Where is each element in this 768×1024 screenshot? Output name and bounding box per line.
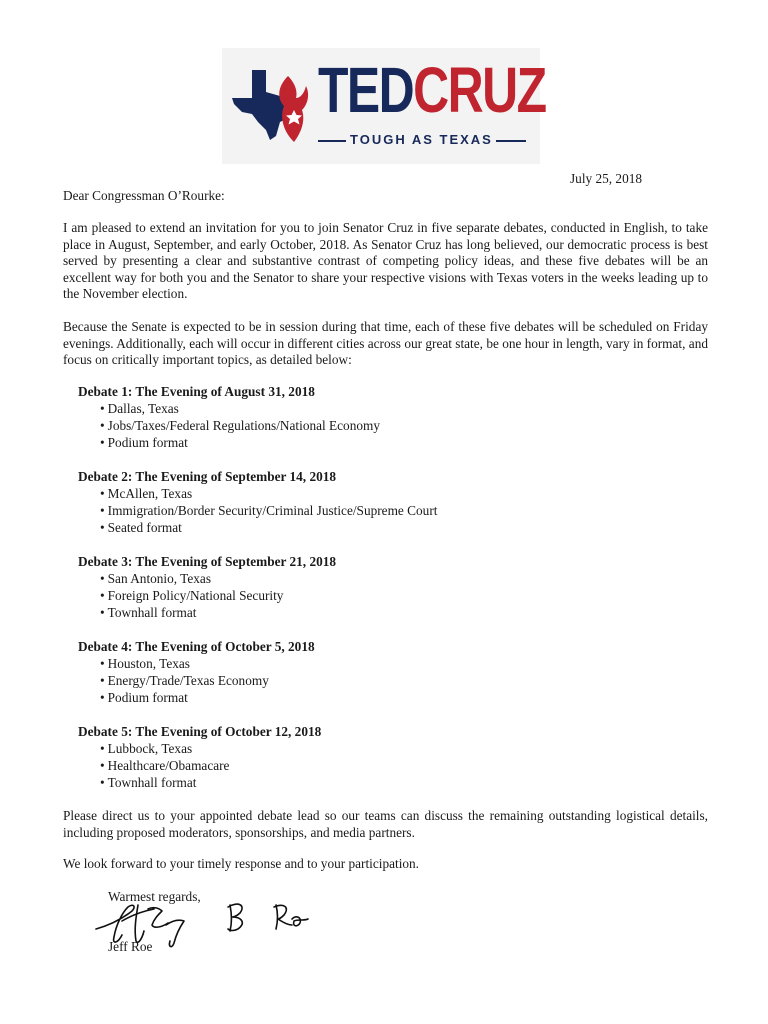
list-item: • Jobs/Taxes/Federal Regulations/National Economy	[100, 418, 380, 433]
tagline-rule-right	[496, 140, 526, 142]
list-item: • Foreign Policy/National Security	[100, 588, 284, 603]
list-item: • Podium format	[100, 690, 188, 705]
intro-paragraph: I am pleased to extend an invitation for you to join Senator Cruz in five separate debates, conducted in English, to take place in August, September, and early October, 2018. As Senator Cruz has long believed, our democratic process is best served by presenting a clear and substantive contrast of competing policy ideas, and these five debates will be an excellent way for both you and the Senator to share your respective visions with Texas voters in the weeks leading up to the November election.	[63, 220, 708, 302]
list-item: • Lubbock, Texas	[100, 741, 193, 756]
list-item: • Townhall format	[100, 775, 197, 790]
signer-name: Jeff Roe	[108, 939, 153, 954]
debate-4	[78, 638, 698, 706]
closing-paragraph: We look forward to your timely response and to your participation.	[63, 856, 420, 871]
closing-phrase: Warmest regards,	[108, 889, 201, 904]
logistics-paragraph: Please direct us to your appointed debate lead so our teams can discuss the remaining outstanding logistical details, including proposed moderators, sponsorships, and media partners.	[63, 808, 708, 840]
ted-cruz-logo	[222, 48, 546, 164]
debate-5	[78, 723, 698, 791]
logo-word-cruz: CRUZ	[413, 54, 546, 126]
tagline-rule-left	[318, 140, 346, 142]
debate-title: Debate 5: The Evening of October 12, 2018	[78, 724, 322, 739]
debate-title: Debate 2: The Evening of September 14, 2018	[78, 469, 337, 484]
debate-title: Debate 3: The Evening of September 21, 2018	[78, 554, 337, 569]
schedule-paragraph: Because the Senate is expected to be in session during that time, each of these five debates will be scheduled on Friday evenings. Additionally, each will occur in different cities across our great state, be one hour in length, vary in format, and focus on critically important topics, as detailed below:	[63, 319, 708, 368]
debate-3	[78, 553, 698, 621]
list-item: • Podium format	[100, 435, 188, 450]
list-item: • San Antonio, Texas	[100, 571, 212, 586]
list-item: • Energy/Trade/Texas Economy	[100, 673, 269, 688]
letter-date: July 25, 2018	[570, 171, 643, 186]
list-item: • Townhall format	[100, 605, 197, 620]
list-item: • Houston, Texas	[100, 656, 190, 671]
salutation: Dear Congressman O’Rourke:	[63, 188, 225, 203]
logo-wordmark	[318, 54, 546, 126]
debate-title: Debate 4: The Evening of October 5, 2018	[78, 639, 315, 654]
debate-1	[78, 383, 698, 451]
logo-word-ted: TED	[318, 54, 414, 126]
debate-2	[78, 468, 698, 536]
debate-title: Debate 1: The Evening of August 31, 2018	[78, 384, 315, 399]
list-item: • Immigration/Border Security/Criminal Justice/Supreme Court	[100, 503, 438, 518]
list-item: • Seated format	[100, 520, 182, 535]
list-item: • Healthcare/Obamacare	[100, 758, 230, 773]
list-item: • Dallas, Texas	[100, 401, 179, 416]
list-item: • McAllen, Texas	[100, 486, 193, 501]
logo-tagline: TOUGH AS TEXAS	[350, 132, 493, 147]
